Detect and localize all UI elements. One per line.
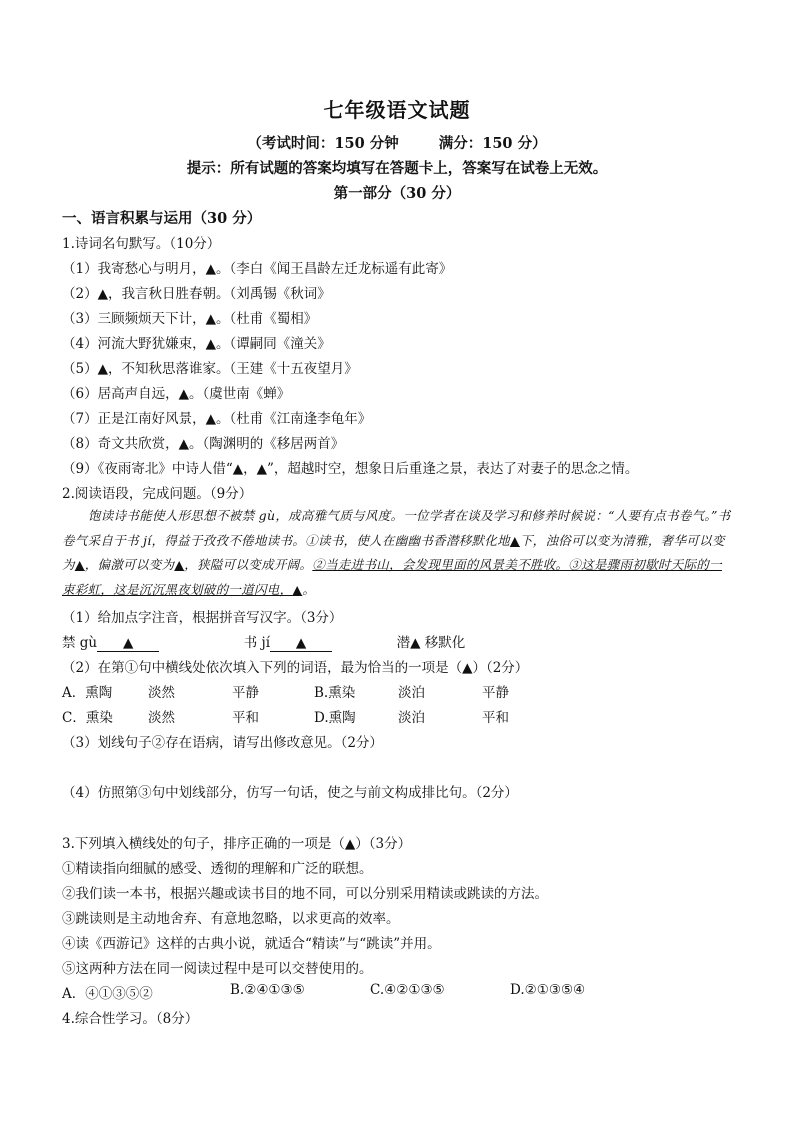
- q1-item: （9）《夜雨寄北》中诗人借“▲，▲”，超越时空，想象日后重逢之景，表达了对妻子的思念之情。: [62, 461, 639, 477]
- option-word: 平和: [482, 710, 509, 726]
- passage-end: 。: [302, 581, 316, 597]
- q2-sub1-items: [62, 631, 465, 652]
- passage-part-a: 饱读诗书能使人形思想不被禁 gù，成高雅气质与风度。一位学者在谈及学习和修养时候说：“人要有点书卷气。”书卷气采自于书 jí，得益于孜孜不倦地读书。①读书，使人在幽幽书香潜移默化地: [62, 508, 731, 548]
- q4-heading: 4.综合性学习。（8分）: [62, 1011, 199, 1027]
- q1-item: （4）河流大野犹嫌束，▲。（谭嗣同《潼关》: [62, 336, 331, 352]
- section-one-heading: 一、语言积累与运用（30 分）: [62, 210, 262, 227]
- option-word: 淡然: [148, 710, 175, 726]
- exam-time: （考试时间：150 分钟: [247, 135, 399, 152]
- q3-option: A．④①③⑤②: [62, 986, 153, 1002]
- q3-option: B.②④①③⑤: [230, 982, 305, 998]
- option-word: 平静: [232, 685, 259, 701]
- q1-item: （1）我寄愁心与明月，▲。（李白《闻王昌龄左迁龙标遥有此寄》: [62, 261, 453, 277]
- q2-options-row: [62, 706, 542, 726]
- passage-part-d: ，狭隘可以变成开阔。: [184, 557, 313, 572]
- option-word: 淡然: [148, 685, 175, 701]
- answer-blank: ▲: [97, 635, 159, 652]
- page-title: 七年级语文试题: [323, 98, 471, 122]
- pinyin-item-label: 禁 gù: [62, 635, 98, 651]
- exam-info: [0, 132, 794, 153]
- exam-score: 满分：150 分）: [438, 135, 547, 152]
- option-label: A．熏陶: [62, 685, 113, 701]
- option-word: 淡泊: [398, 685, 425, 701]
- q3-item: ⑤这两种方法在同一阅读过程中是可以交替使用的。: [62, 961, 373, 977]
- option-label: D.熏陶: [314, 710, 356, 726]
- q1-item: （3）三顾频烦天下计，▲。（杜甫《蜀相》: [62, 311, 318, 327]
- q2-sub1: （1）给加点字注音，根据拼音写汉字。（3分）: [62, 610, 343, 626]
- q2-sub4: （4）仿照第③句中划线部分，仿写一句话，使之与前文构成排比句。（2分）: [62, 785, 518, 801]
- option-word: 淡泊: [398, 710, 425, 726]
- option-word: 平和: [232, 710, 259, 726]
- q2-options-row: [62, 681, 542, 701]
- passage-blank: ▲: [74, 557, 85, 572]
- passage-blank: ▲: [174, 557, 185, 572]
- q3-item: ②我们读一本书，根据兴趣或读书目的地不同，可以分别采用精读或跳读的方法。: [62, 886, 548, 902]
- part-one-heading: 第一部分（30 分）: [333, 185, 461, 202]
- q3-option: D.②①③⑤④: [510, 982, 586, 998]
- q2-sub2: （2）在第①句中横线处依次填入下列的词语，最为恰当的一项是（▲）（2分）: [62, 660, 529, 676]
- pinyin-item-label: 书 jí: [243, 635, 271, 651]
- answer-blank: ▲: [270, 635, 332, 652]
- q3-option: C.④②①③⑤: [370, 982, 445, 998]
- q1-item: （7）正是江南好风景，▲。（杜甫《江南逢李龟年》: [62, 411, 372, 427]
- q1-item: （8）奇文共欣赏，▲。（陶渊明的《移居两首》: [62, 436, 345, 452]
- notice-text: 提示：所有试题的答案均填写在答题卡上，答案写在试卷上无效。: [186, 160, 608, 177]
- q3-options-row: [62, 982, 630, 1002]
- passage-part-c: ，偏激可以变为: [84, 557, 175, 572]
- q2-sub3: （3）划线句子②存在语病，请写出修改意见。（2分）: [62, 735, 383, 751]
- passage-part-b: 下，浊俗可以变为清雅，奢华可以变为: [62, 532, 725, 572]
- q1-item: （6）居高声自远，▲。（虞世南《蝉》: [62, 386, 291, 402]
- option-label: C．熏染: [62, 710, 113, 726]
- option-label: B.熏染: [314, 685, 356, 701]
- option-word: 平静: [482, 685, 509, 701]
- q1-heading: 1.诗词名句默写。（10分）: [62, 236, 221, 252]
- q1-item: （2）▲，我言秋日胜春朝。（刘禹锡《秋词》: [62, 286, 331, 302]
- q2-heading: 2.阅读语段，完成问题。（9分）: [62, 486, 253, 502]
- pinyin-item-label: 潜▲ 移默化: [396, 635, 466, 651]
- q2-passage: [62, 504, 734, 602]
- q3-heading: 3.下列填入横线处的句子，排序正确的一项是（▲）（3分）: [62, 836, 412, 852]
- underlined-sentences: ②当走进书山，会发现里面的风景美不胜收。③这是骤雨初歇时天际的一束彩虹，这是沉沉黑夜划破的一道闪电，: [62, 557, 722, 597]
- q1-item: （5）▲，不知秋思落谁家。（王建《十五夜望月》: [62, 361, 358, 377]
- q3-item: ①精读指向细腻的感受、透彻的理解和广泛的联想。: [62, 861, 373, 877]
- q3-item: ④读《西游记》这样的古典小说，就适合“精读”与“跳读”并用。: [62, 936, 441, 952]
- passage-blank: ▲: [509, 532, 520, 548]
- passage-blank: ▲: [292, 581, 303, 597]
- q3-item: ③跳读则是主动地舍弃、有意地忽略，以求更高的效率。: [62, 911, 400, 927]
